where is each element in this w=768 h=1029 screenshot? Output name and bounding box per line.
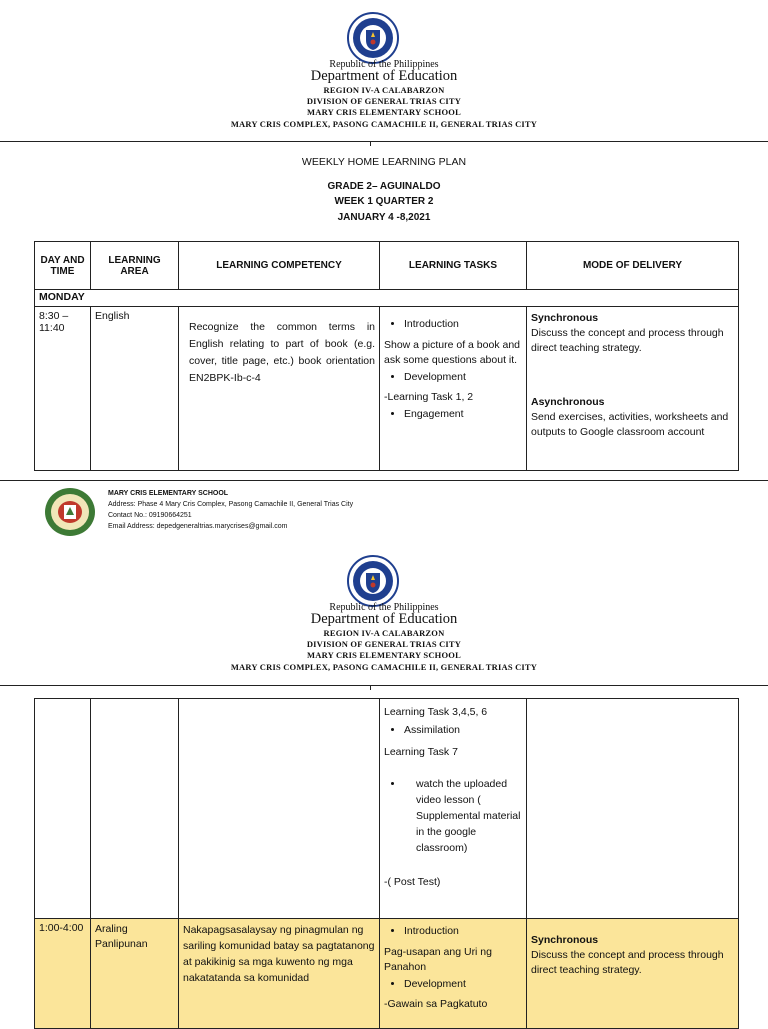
department-label: Department of Education	[310, 68, 458, 84]
footer-email: Email Address: depedgeneraltrias.marycrises@gmail.com	[108, 523, 288, 530]
synchronous-heading: Synchronous	[531, 934, 599, 946]
task-development: • Development	[404, 370, 522, 385]
task-assimilation: • Assimilation	[404, 722, 522, 738]
time-cell: 1:00-4:00	[35, 919, 91, 1029]
school-seal-icon	[44, 487, 96, 537]
task-post-test: -( Post Test)	[384, 876, 441, 888]
mode-cell	[527, 919, 739, 1029]
division-label: DIVISION OF GENERAL TRIAS CITY	[306, 639, 462, 649]
task-introduction: • Introduction	[404, 924, 522, 939]
synchronous-text: Discuss the concept and process through direct teaching strategy.	[531, 949, 724, 976]
asynchronous-heading: Asynchronous	[531, 396, 605, 408]
address-label: MARY CRIS COMPLEX, PASONG CAMACHILE II, GENERAL TRIAS CITY	[230, 662, 538, 672]
learning-plan-table	[34, 241, 739, 471]
header-mode: MODE OF DELIVERY	[527, 242, 739, 290]
header-tasks: LEARNING TASKS	[380, 242, 527, 290]
footer-contact: Contact No.: 09190664251	[108, 512, 192, 519]
competency-cell: Nakapagsasalaysay ng pinagmulan ng sariling komunidad batay sa pagtatanong at pakikinig sa mga kuwento ng mga nakatatanda sa komunidad	[179, 919, 380, 1029]
school-label: MARY CRIS ELEMENTARY SCHOOL	[307, 107, 461, 117]
task-intro-text: Show a picture of a book and ask some questions about it.	[384, 339, 521, 366]
header-competency: LEARNING COMPETENCY	[179, 242, 380, 290]
mode-cell	[527, 307, 739, 471]
synchronous-text: Discuss the concept and process through direct teaching strategy.	[531, 327, 724, 354]
republic-label: Republic of the Philippines	[329, 602, 439, 613]
header-divider	[0, 141, 768, 142]
task-engagement: • Engagement	[404, 407, 522, 422]
synchronous-heading: Synchronous	[531, 312, 599, 324]
date-label: JANUARY 4 -8,2021	[337, 212, 431, 223]
grade-label: GRADE 2– AGUINALDO	[327, 181, 441, 192]
task-intro-text: Pag-usapan ang Uri ng Panahon	[384, 946, 492, 973]
region-label: REGION IV-A CALABARZON	[323, 85, 445, 95]
footer-school: MARY CRIS ELEMENTARY SCHOOL	[108, 490, 229, 497]
task-gawain: -Gawain sa Pagkatuto	[384, 998, 488, 1010]
tasks-cell	[380, 919, 527, 1029]
header-divider	[0, 685, 768, 686]
header-area: LEARNING AREA	[91, 242, 179, 290]
school-label: MARY CRIS ELEMENTARY SCHOOL	[307, 650, 461, 660]
tasks-cell	[380, 307, 527, 471]
footer-divider	[0, 480, 768, 481]
plan-title: WEEKLY HOME LEARNING PLAN	[301, 156, 467, 168]
task-development: • Development	[404, 977, 522, 992]
department-label: Department of Education	[310, 611, 458, 627]
asynchronous-text: Send exercises, activities, worksheets and outputs to Google classroom account	[531, 411, 729, 438]
week-label: WEEK 1 QUARTER 2	[334, 196, 434, 207]
time-cell: 8:30 – 11:40	[35, 307, 91, 471]
area-cell: Araling Panlipunan	[91, 919, 179, 1029]
day-monday: MONDAY	[35, 290, 739, 307]
competency-cell: Recognize the common terms in English relating to part of book (e.g. cover, title page, etc.) book orientation EN2BPK-Ib-c-4	[179, 307, 380, 471]
area-cell: English	[91, 307, 179, 471]
task-watch-video: • watch the uploaded video lesson ( Supplemental material in the google classroom)	[404, 776, 522, 856]
address-label: MARY CRIS COMPLEX, PASONG CAMACHILE II, GENERAL TRIAS CITY	[230, 119, 538, 129]
division-label: DIVISION OF GENERAL TRIAS CITY	[306, 96, 462, 106]
task-learning-tasks: -Learning Task 1, 2	[384, 391, 474, 403]
task-introduction: • Introduction	[404, 317, 522, 332]
task-learning-7: Learning Task 7	[384, 746, 458, 758]
header-day: DAY AND TIME	[35, 242, 91, 290]
learning-plan-table-continued	[34, 698, 739, 1029]
deped-seal-icon	[347, 12, 399, 64]
region-label: REGION IV-A CALABARZON	[323, 628, 445, 638]
republic-label: Republic of the Philippines	[329, 59, 439, 70]
footer-address: Address: Phase 4 Mary Cris Complex, Pasong Camachile II, General Trias City	[108, 501, 354, 508]
deped-seal-icon	[347, 555, 399, 607]
task-learning-3-6: Learning Task 3,4,5, 6	[384, 706, 488, 718]
tasks-cell	[380, 699, 527, 919]
